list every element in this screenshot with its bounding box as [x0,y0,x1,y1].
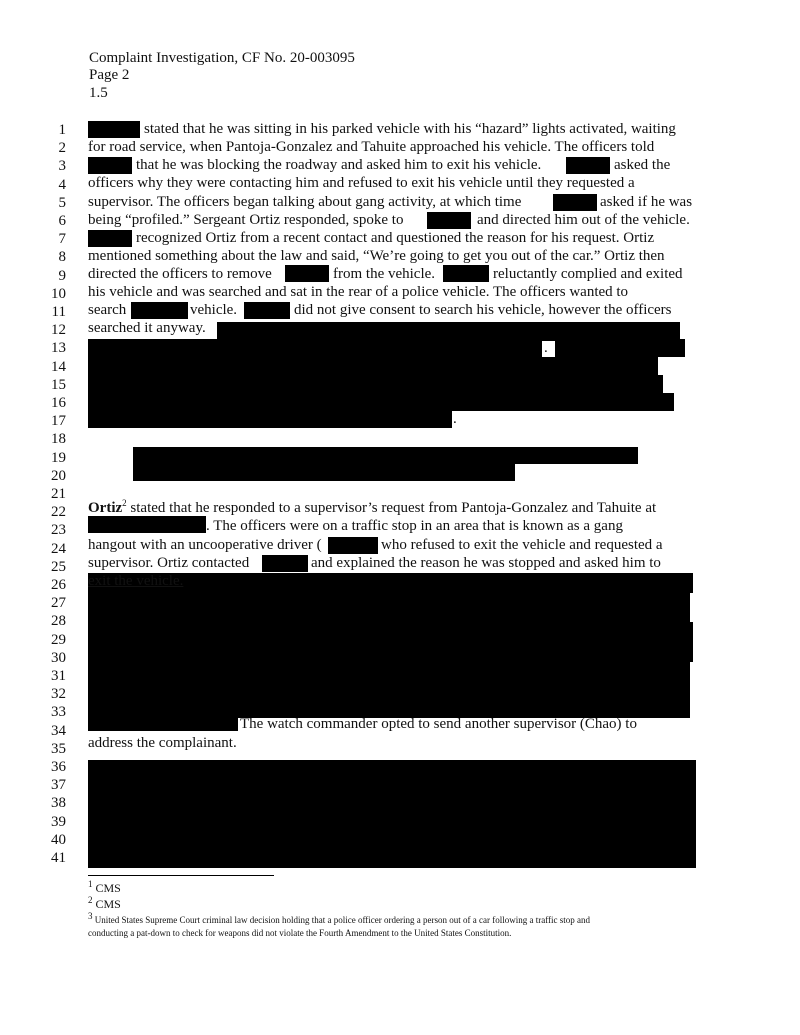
redaction-box [427,212,471,229]
line-number: 21 [51,486,66,502]
text-line: asked the [614,157,671,173]
text-line: mentioned something about the law and said, “We’re going to get you out of the car.” Ortiz then [88,248,665,264]
officer-name: Ortiz [88,500,123,516]
line-number: 15 [51,376,66,393]
redaction-block [133,464,515,481]
text-line: who refused to exit the vehicle and requested a [381,537,663,553]
line-number: 26 [51,577,66,593]
line-number: 12 [51,322,66,339]
line-number: 18 [51,431,66,448]
line-number: 28 [51,613,66,630]
redaction-block [88,760,696,868]
text-line: that he was blocking the roadway and asked him to exit his vehicle. [136,157,542,173]
line-number: 41 [51,850,66,866]
line-number: 19 [51,449,66,466]
redaction-box [285,265,329,282]
line-number: 10 [51,285,66,302]
text-line [88,500,656,517]
text-line: address the complainant. [88,735,237,751]
footnote-ref: 2 [122,498,127,508]
redaction-box [88,516,206,533]
line-number: 29 [51,631,66,648]
footnote [88,881,121,895]
line-number: 6 [58,213,66,229]
line-number: 16 [51,395,66,411]
text-line: exit the vehicle. [88,573,184,589]
line-number: 36 [51,759,66,775]
redaction-box [328,537,378,554]
line-number: 30 [51,649,66,666]
footnote-number: 1 [88,879,93,889]
line-number: 2 [58,140,66,157]
redaction-block [88,622,693,662]
text-line: being “profiled.” Sergeant Ortiz responded, spoke to [88,212,404,228]
footnote-continuation: conducting a pat-down to check for weapons did not violate the Fourth Amendment to the United States Constitution. [88,928,512,938]
text-line: . [453,411,457,427]
line-number: 31 [51,668,66,684]
page-number: Page 2 [89,67,130,83]
line-number: 5 [58,194,66,211]
footnote-text: CMS [95,897,121,911]
redaction-block [88,375,663,393]
footnote-text: United States Supreme Court criminal law decision holding that a police officer ordering a person out of a car following a traffic stop and [94,915,591,925]
line-number: 27 [51,595,66,612]
text-line: directed the officers to remove [88,266,272,282]
text-line: his vehicle and was searched and sat in the rear of a police vehicle. The officers wanted to [88,284,629,300]
footnote-number: 3 [88,911,93,921]
line-number: 38 [51,795,66,812]
text-line: stated that he was sitting in his parked vehicle with his “hazard” lights activated, waiting [144,121,676,137]
line-number: 9 [58,267,66,284]
redaction-block [88,411,452,428]
redaction-box [244,302,290,319]
line-number: 1 [58,122,66,138]
line-number: 35 [51,740,66,757]
redaction-box [88,230,132,247]
line-number: 34 [51,722,66,739]
footnote-number: 2 [88,895,93,905]
redaction-block [88,339,542,357]
line-number: 33 [51,704,66,721]
text-line: searched it anyway. [88,320,206,336]
redaction-box [88,121,140,138]
line-number: 14 [51,358,66,375]
footnote-text: CMS [95,881,121,895]
text-line: officers why they were contacting him and refused to exit his vehicle until they requested a [88,175,635,191]
case-header-title: Complaint Investigation, CF No. 20-003095 [89,50,355,66]
text-line: vehicle. [190,302,238,318]
redaction-block [88,357,658,375]
text-line: . [544,340,548,356]
text-line: reluctantly complied and exited [493,266,683,282]
footnote [88,897,121,911]
redaction-box [131,302,188,319]
redaction-box [566,157,610,174]
line-spacing-label: 1.5 [89,85,108,101]
redaction-block [133,447,638,464]
line-number: 13 [51,340,66,357]
text-line: supervisor. The officers began talking about gang activity, at which time [88,194,522,210]
redaction-box [88,157,132,174]
redaction-block [88,393,674,411]
line-number: 11 [51,304,66,320]
footnote [88,911,591,926]
text-line: . The officers were on a traffic stop in an area that is known as a gang [206,518,623,534]
line-number: 25 [51,558,66,575]
line-number: 32 [51,686,66,703]
line-number: 3 [58,158,66,175]
line-number: 40 [51,831,66,848]
text-line: search [88,302,127,318]
redaction-box [553,194,597,211]
text-line: from the vehicle. [333,266,436,282]
text-line: hangout with an uncooperative driver ( [88,537,322,553]
line-number: 39 [51,813,66,830]
line-number: 7 [58,231,66,248]
redaction-box [443,265,489,282]
redaction-block [88,660,690,718]
line-number: 17 [51,413,66,430]
redaction-block [555,339,685,357]
line-number: 37 [51,777,66,794]
text-line: supervisor. Ortiz contacted [88,555,250,571]
text-line: for road service, when Pantoja-Gonzalez and Tahuite approached his vehicle. The officers told [88,139,655,155]
line-number: 22 [51,504,66,521]
text-line: and directed him out of the vehicle. [477,212,690,228]
line-number: 23 [51,522,66,539]
redaction-block [88,717,238,731]
text-line: asked if he was [600,194,693,210]
line-number: 8 [58,249,66,266]
line-number: 20 [51,467,66,484]
line-number: 4 [58,176,66,193]
text-line: did not give consent to search his vehicle, however the officers [294,302,672,318]
text-line: and explained the reason he was stopped and asked him to [311,555,661,571]
text-span: stated that he responded to a supervisor’s request from Pantoja-Gonzalez and Tahuite at [126,500,657,516]
text-line: recognized Ortiz from a recent contact and questioned the reason for his request. Ortiz [136,230,655,246]
redaction-block [88,592,690,623]
footnote-divider [88,875,274,876]
redaction-box [262,555,308,572]
text-line: The watch commander opted to send another supervisor (Chao) to [240,716,637,732]
line-number: 24 [51,540,66,557]
